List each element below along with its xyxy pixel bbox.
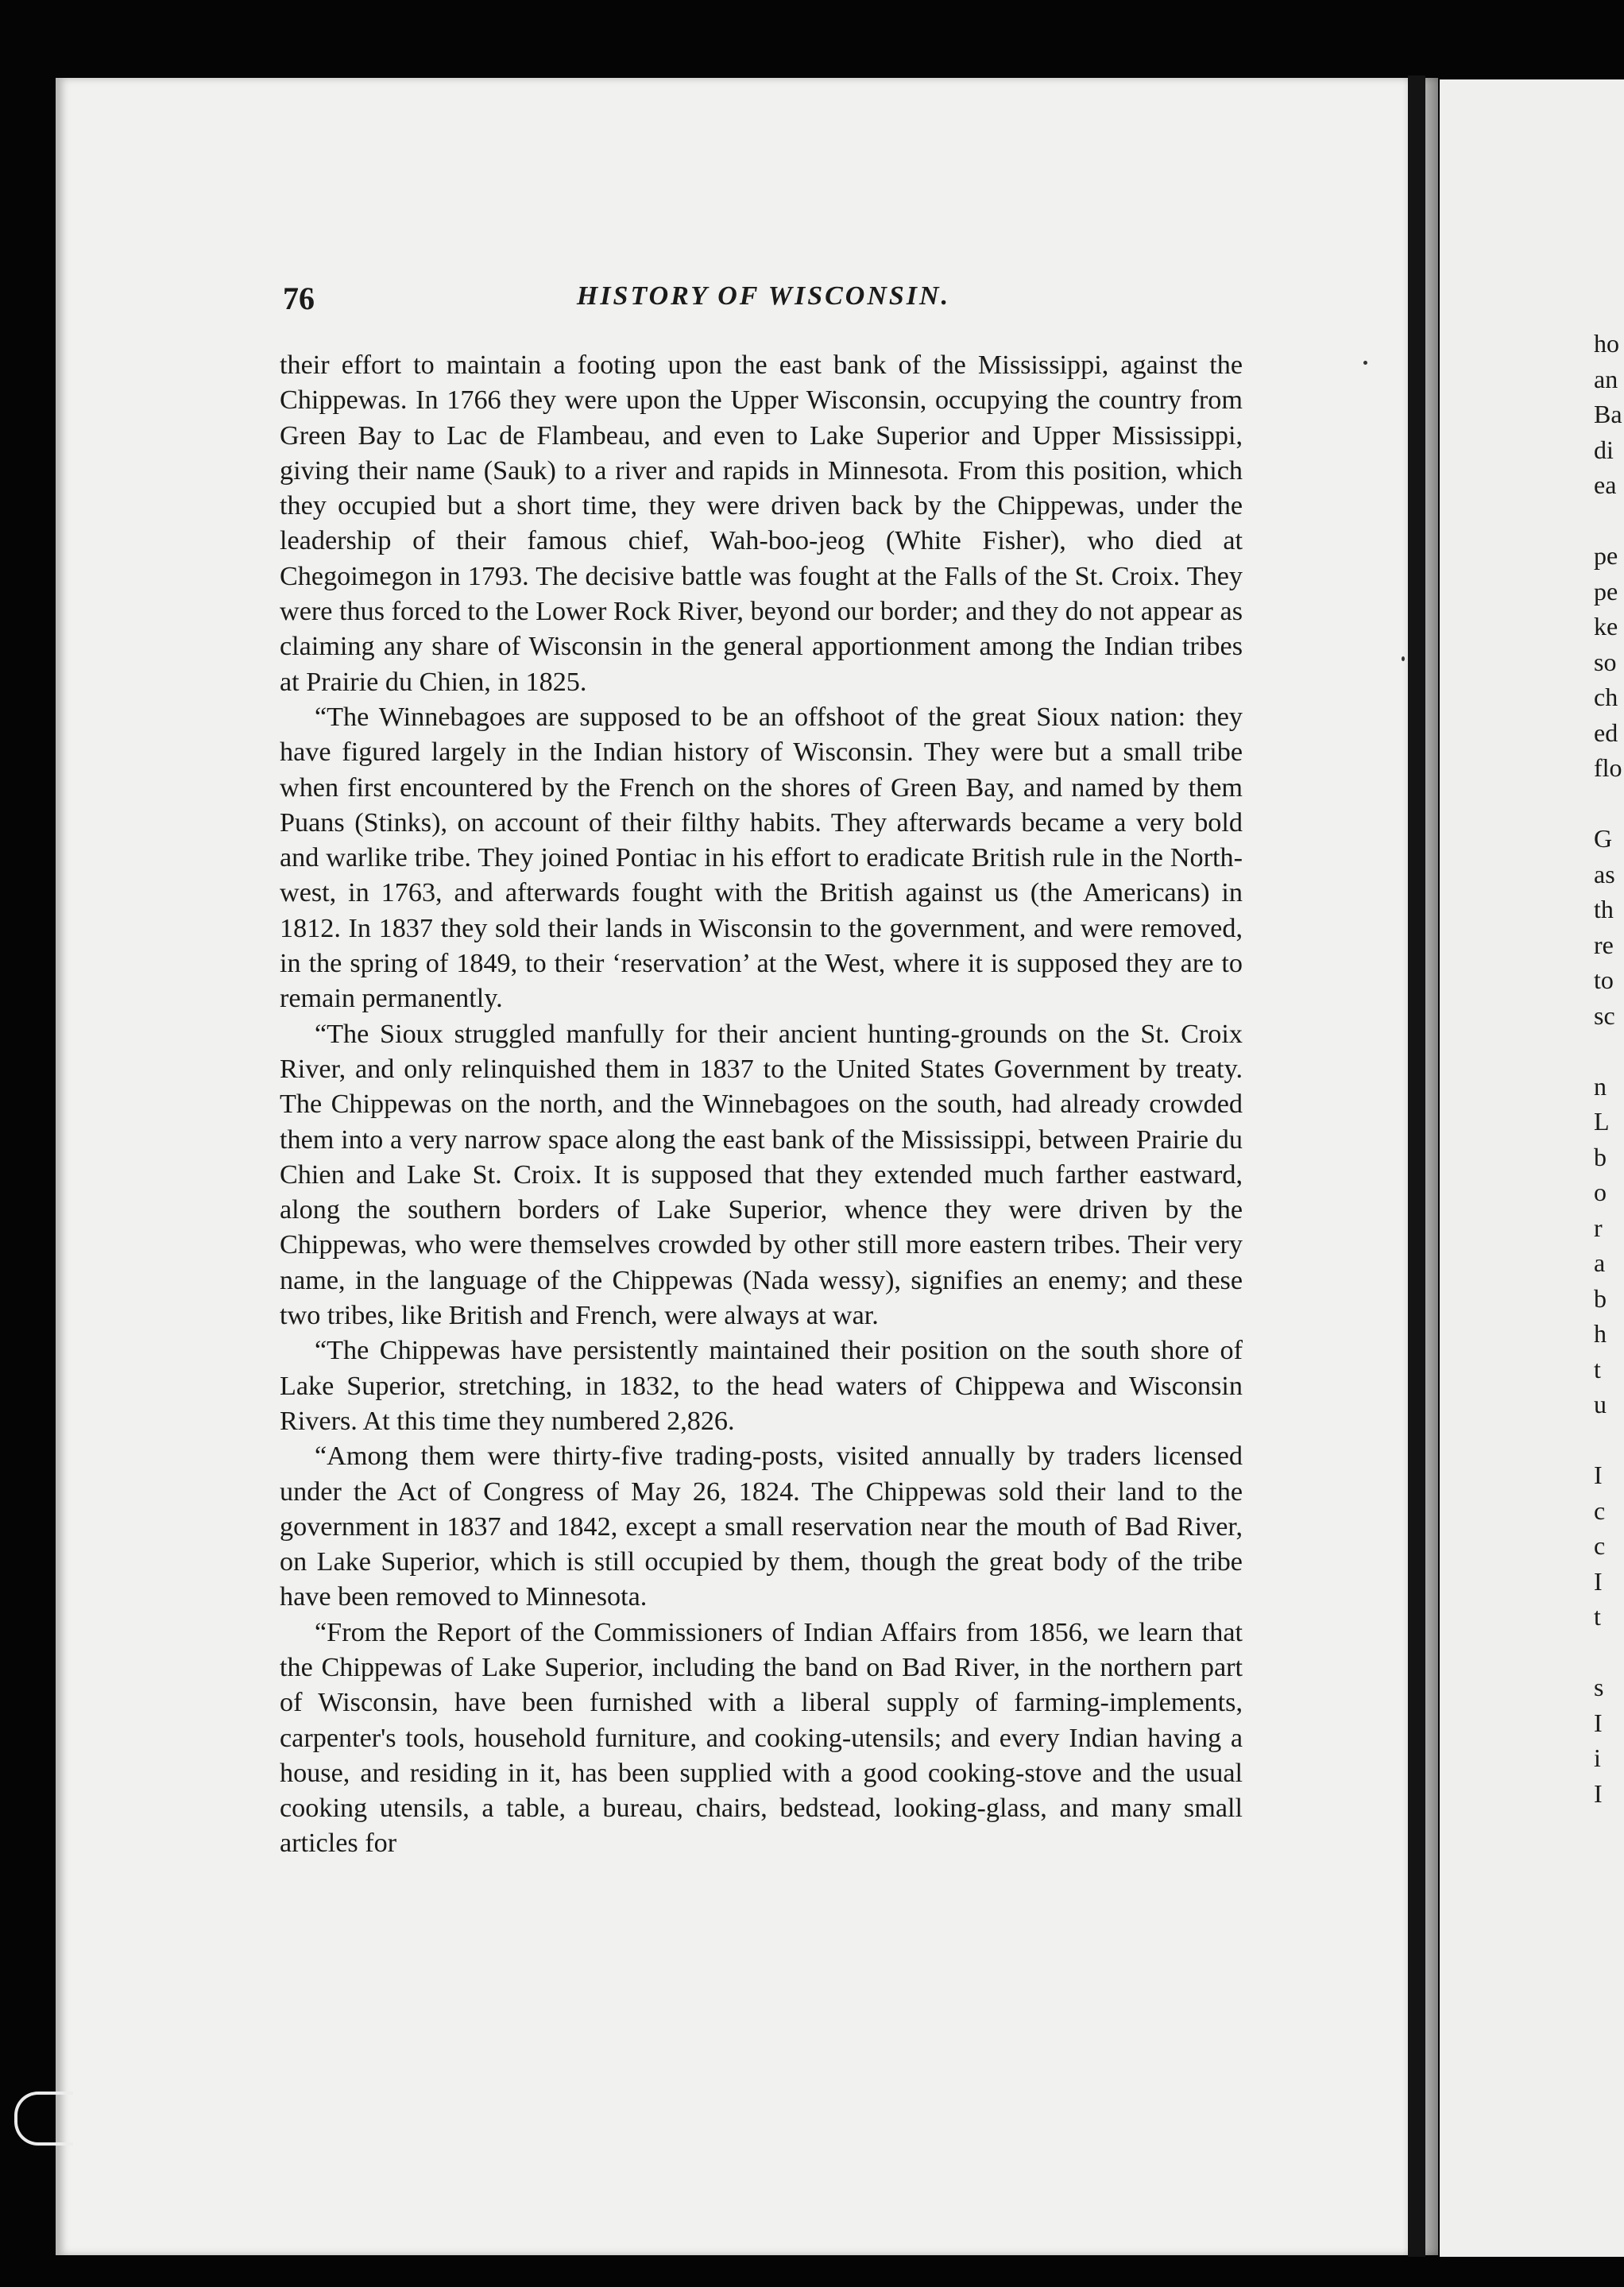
page-clip-mark [14, 2092, 73, 2146]
facing-gap [1594, 786, 1624, 822]
running-title: HISTORY OF WISCONSIN. [576, 281, 951, 311]
facing-fragment: ke [1594, 612, 1618, 640]
facing-gap [1594, 503, 1624, 539]
facing-fragment: re [1594, 930, 1614, 959]
paragraph: “The Sioux struggled manfully for their ancient hunting-grounds on the St. Croix River, and only relinquished them in 1837 to the United States Government by treaty. The Chippewas on the north, and the Winnebagoes on the south, had already crowded them into a very narrow space along the east bank of the Mississippi, between Prairie du Chien and Lake St. Croix. It is supposed that they extended much farther eastward, along the southern borders of Lake Superior, whence they were driven by the Chippewas, who were themselves crowded by other still more eastern tribes. Their very name, in the language of the Chippewas (Nada wessy), signifies an enemy; and these two tribes, like British and French, were always at war. [280, 1019, 1243, 1331]
facing-fragment: ch [1594, 683, 1618, 711]
facing-fragment: to [1594, 965, 1614, 994]
facing-fragment: I [1594, 1566, 1603, 1596]
facing-fragment: I [1594, 1708, 1603, 1737]
facing-fragment: r [1594, 1213, 1603, 1242]
facing-fragment: sc [1594, 1000, 1615, 1030]
facing-fragment: I [1594, 1461, 1603, 1489]
facing-fragment: h [1594, 1319, 1607, 1348]
facing-fragment: c [1594, 1496, 1606, 1525]
facing-fragment: an [1594, 364, 1618, 393]
facing-fragment: b [1594, 1142, 1607, 1171]
paragraph: “The Winnebagoes are supposed to be an offshoot of the great Sioux nation: they have figured largely in the Indian history of Wisconsin. They were but a small tribe when first encountered by the French on the shores of Green Bay, and named by them Puans (Stinks), on account of their filthy habits. They afterwards became a very bold and warlike tribe. They joined Pontiac in his effort to eradicate British rule in the North-west, in 1763, and afterwards fought with the British against us (the Americans) in 1812. In 1837 they sold their lands in Wisconsin to the government, and were removed, in the spring of 1849, to their ‘reservation’ at the West, where it is supposed they are to remain permanently. [280, 702, 1243, 1014]
facing-gap [1594, 1033, 1624, 1069]
facing-fragment: s [1594, 1673, 1604, 1701]
facing-fragment: i [1594, 1743, 1601, 1772]
facing-fragment: Ba [1594, 400, 1622, 428]
facing-fragment: I [1594, 1778, 1603, 1808]
facing-fragment: pe [1594, 576, 1618, 606]
facing-fragment: G [1594, 824, 1613, 853]
paragraph: “The Chippewas have persistently maintained their position on the south shore of Lake Superior, stretching, in 1832, to the head waters of Chippewa and Wisconsin Rivers. At this time they numbered 2,826. [280, 1336, 1243, 1436]
facing-fragment: o [1594, 1178, 1607, 1206]
facing-fragment: pe [1594, 541, 1618, 570]
facing-fragment: ed [1594, 718, 1618, 747]
dust-speck [1363, 361, 1367, 365]
facing-gap [1594, 1635, 1624, 1670]
facing-fragment: b [1594, 1283, 1607, 1313]
facing-fragment: ho [1594, 329, 1619, 358]
facing-fragment: u [1594, 1390, 1607, 1418]
page-number: 76 [283, 281, 315, 316]
facing-fragment: ea [1594, 470, 1617, 499]
body-text [280, 348, 1243, 1862]
paragraph: “Among them were thirty-five trading-posts, visited annually by traders licensed under the Act of Congress of May 26, 1824. The Chippewas sold their land to the government in 1837 and 1842, except a small reservation near the mouth of Bad River, on Lake Superior, which is still occupied by them, though the great body of the tribe have been removed to Minnesota. [280, 1441, 1243, 1612]
running-head [283, 280, 1244, 319]
facing-fragment: flo [1594, 753, 1622, 782]
facing-fragment: L [1594, 1107, 1610, 1136]
facing-fragment: n [1594, 1071, 1607, 1101]
facing-fragment: so [1594, 647, 1617, 676]
paragraph: “From the Report of the Commissioners of Indian Affairs from 1856, we learn that the Chippewas of Lake Superior, including the band on Bad River, in the northern part of Wisconsin, have been furnished with a liberal supply of farming-implements, carpenter's tools, household furniture, and cooking-utensils; and every Indian having a house, and residing in it, has been supplied with a good cooking-stove and the usual cooking utensils, a table, a bureau, chairs, bedstead, looking-glass, and many small articles for [280, 1617, 1243, 1859]
book-gutter [1408, 75, 1425, 2257]
paragraph: their effort to maintain a footing upon the east bank of the Mississippi, against the Chippewas. In 1766 they were upon the Upper Wisconsin, occupying the country from Green Bay to Lac de Flambeau, and even to Lake Superior and Upper Mississippi, giving their name (Sauk) to a river and rapids in Minnesota. From this position, which they occupied but a short time, they were driven back by the Chippewas, under the leadership of their famous chief, Wah-boo-jeog (White Fisher), who died at Chegoimegon in 1793. The decisive battle was fought at the Falls of the St. Croix. They were thus forced to the Lower Rock River, beyond our border; and they do not appear as claiming any share of Wisconsin in the general apportionment among the Indian tribes at Prairie du Chien, in 1825. [280, 350, 1243, 697]
facing-fragment: di [1594, 435, 1614, 464]
facing-gap [1594, 1422, 1624, 1458]
facing-fragment: a [1594, 1248, 1606, 1277]
facing-fragment: t [1594, 1354, 1601, 1383]
facing-fragment: t [1594, 1602, 1601, 1631]
facing-page-text [1594, 326, 1624, 1811]
facing-fragment: c [1594, 1531, 1606, 1560]
facing-fragment: as [1594, 859, 1615, 888]
facing-fragment: th [1594, 895, 1614, 923]
dust-speck [1402, 656, 1405, 661]
